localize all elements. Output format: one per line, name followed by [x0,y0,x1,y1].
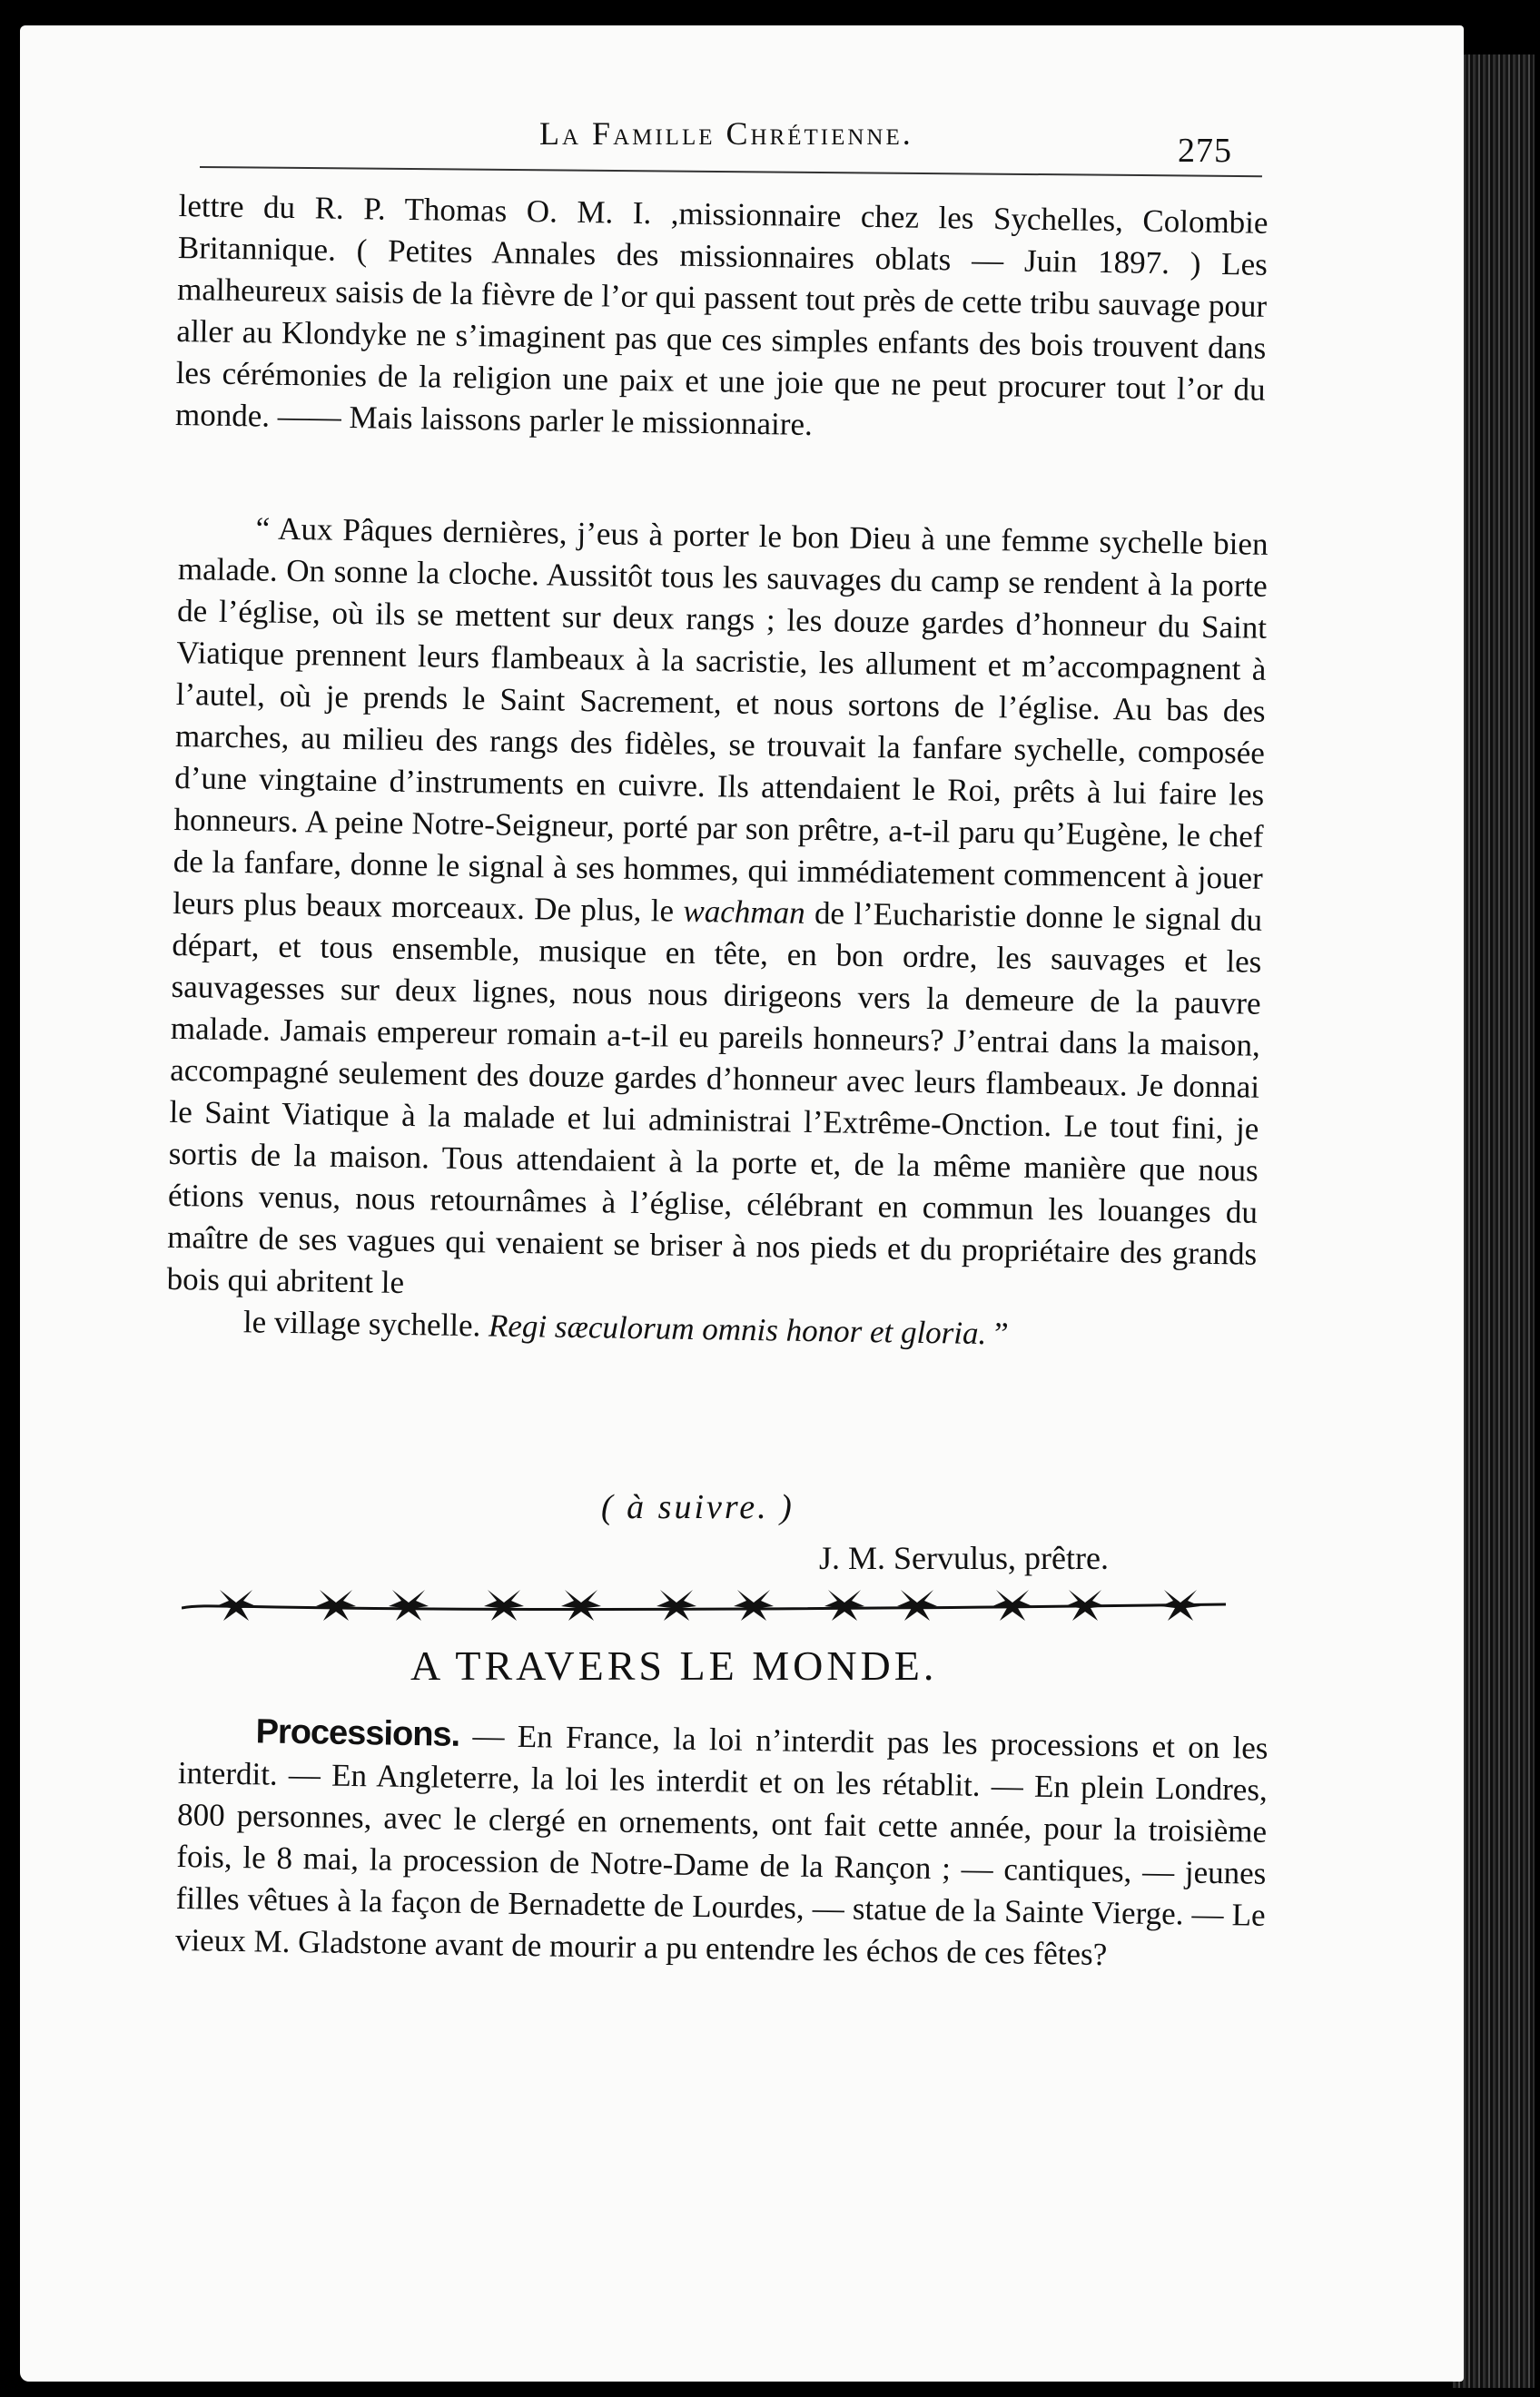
running-title: La Famille Chrétienne. [539,115,913,152]
quote-tail [166,1300,1257,1359]
news-paragraph [175,1710,1269,1978]
quote-body: “ Aux Pâques dernières, j’eus à porter le bon Dieu à une femme sychelle bien malade. On sonne la cloche. Aussitôt tous les sauvages du camp se rendent à la porte de l’église, où ils se mettent sur deux rangs ; les douze gardes d’honneur du Saint Viatique prennent leurs flambeaux à la sacristie, les allument et m’accompagnent à l’autel, où je prends le Saint Sacrement, et nous sortons de l’église. Au bas des marches, au milieu des rangs des fidèles, se trouvait la fanfare sychelle, composée d’une vingtaine d’instruments en cuivre. Ils attendaient le Roi, prêts à lui faire les honneurs. A peine Notre-Seigneur, porté par son prêtre, a-t-il paru qu’Eugène, le chef de la fanfare, donne le signal à ses hommes, qui immédiatement commencent à jouer leurs plus beaux morceaux. De plus, le [172,510,1269,929]
closing-quote: ” [986,1316,1009,1352]
quote-italic-word: wachman [683,893,805,931]
intro-paragraph [175,185,1269,453]
quote-tail-plain: le village sychelle. [242,1304,481,1344]
news-runin-heading: Processions. [255,1712,460,1754]
page-number: 275 [1178,132,1232,170]
header-rule [200,166,1262,177]
section-heading: A TRAVERS LE MONDE. [410,1642,938,1689]
author-signature: J. M. Servulus, prêtre. [819,1540,1109,1576]
to-be-continued-note: ( à suivre. ) [601,1488,795,1526]
quoted-letter [166,507,1269,1359]
news-text [175,1710,1269,1978]
news-body: — En France, la loi n’interdit pas les processions et on les interdit. — En Angleterre, la loi les interdit et on les rétablit. — En plein Londres, 800 personnes, avec le clergé en ornements, ont fait cette année, pour la troisième fois, le 8 mai, la procession de Notre-Dame de la Rançon ; — cantiques, — jeunes filles vêtues à la façon de Bernadette de Lourdes, — statue de la Sainte Vierge. — Le vieux M. Gladstone avant de mourir a pu entendre les échos de ces fêtes? [174,1717,1269,1973]
quote-body-continued: de l’Eucharistie donne le signal du départ, et tous ensemble, musique en tête, en bon ordre, les sauvages et les sauvagesses sur deux lignes, nous nous dirigeons vers la demeure de la pauvre malade. Jamais empereur romain a-t-il eu pareils honneurs? J’entrai dans la maison, accompagné seulement des douze gardes d’honneur avec leurs flambeaux. Je donnai le Saint Viatique à la malade et lui administrai l’Extrême-Onction. Le tout fini, je sortis de la maison. Tous attendaient à la porte et, de la même manière que nous étions venus, nous retournâmes à l’église, célébrant en commun les louanges du maître de ses vagues qui venaient se briser à nos pieds et du propriétaire des grands bois qui abritent le [166,895,1263,1300]
book-page [20,25,1464,2382]
quote-paragraph [166,507,1269,1359]
intro-text: lettre du R. P. Thomas O. M. I. ,missionnaire chez les Sychelles, Colombie Britannique. ( Petites Annales des missionnaires oblats — Juin 1897. ) Les malheureux saisis de la fièvre de l’or qui passent tout près de cette tribu sauvage pour aller au Klondyke ne s’imaginent pas que ces simples enfants des bois trouvent dans les cérémonies de la religion une paix et une joie que ne peut procurer tout l’or du monde. —— Mais laissons parler le missionnaire. [174,187,1269,442]
book-page-edges [1453,54,1535,2388]
quote-tail-italic: Regi sæculorum omnis honor et gloria. [488,1307,987,1352]
decorative-divider [182,1573,1226,1628]
